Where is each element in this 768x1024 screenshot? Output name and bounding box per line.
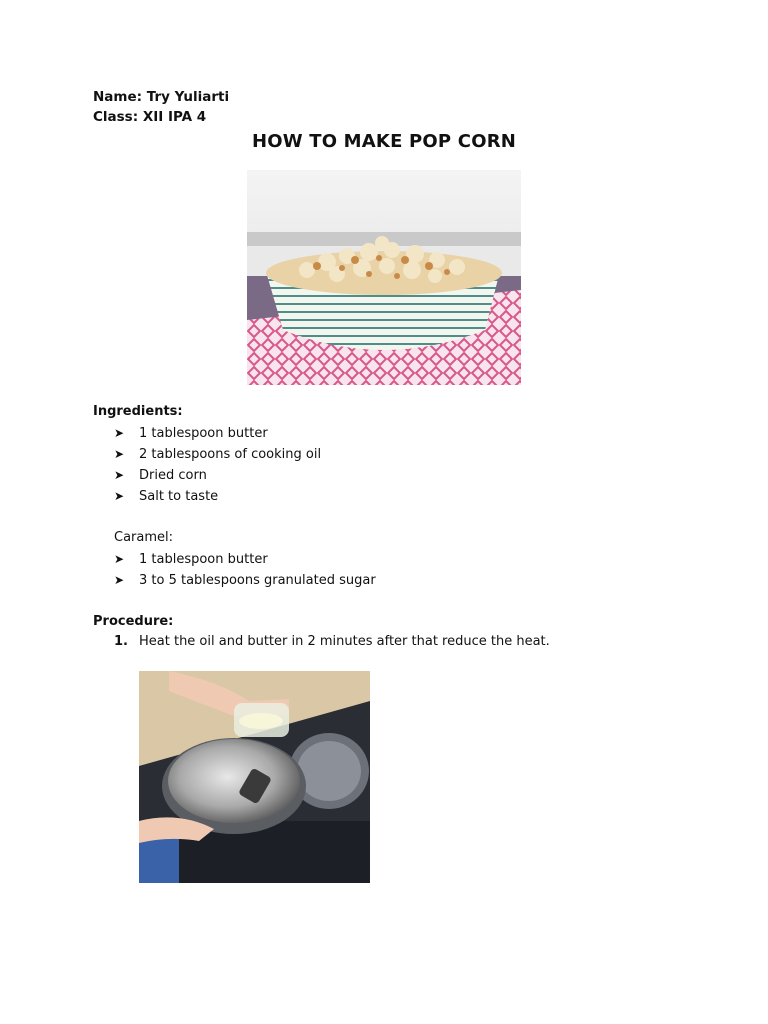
step-number: 1. [114,634,128,649]
step-text: Heat the oil and butter in 2 minutes after that reduce the heat. [139,634,550,649]
popcorn-bowl-illustration [247,170,521,385]
procedure-step [114,634,550,649]
list-item: ➤ 1 tablespoon butter [114,423,321,444]
pan-on-stove-photo [139,671,370,883]
list-item: ➤ Dried corn [114,465,321,486]
list-item: ➤ 1 tablespoon butter [114,549,376,570]
page-title: HOW TO MAKE POP CORN [251,131,517,152]
list-item: ➤ 2 tablespoons of cooking oil [114,444,321,465]
arrowhead-bullet-icon: ➤ [114,552,125,566]
caramel-list [114,549,376,591]
student-class: Class: XII IPA 4 [93,109,207,125]
arrowhead-bullet-icon: ➤ [114,489,125,503]
student-name: Name: Try Yuliarti [93,89,230,105]
list-item: ➤ 3 to 5 tablespoons granulated sugar [114,570,376,591]
procedure-heading: Procedure: [93,614,174,629]
ingredients-list [114,423,321,507]
caramel-label: Caramel: [114,530,174,545]
arrowhead-bullet-icon: ➤ [114,426,125,440]
ingredients-heading: Ingredients: [93,404,183,419]
arrowhead-bullet-icon: ➤ [114,468,125,482]
arrowhead-bullet-icon: ➤ [114,573,125,587]
pan-on-stove-illustration [139,671,370,883]
list-item: ➤ Salt to taste [114,486,321,507]
popcorn-bowl-photo [247,170,521,385]
arrowhead-bullet-icon: ➤ [114,447,125,461]
